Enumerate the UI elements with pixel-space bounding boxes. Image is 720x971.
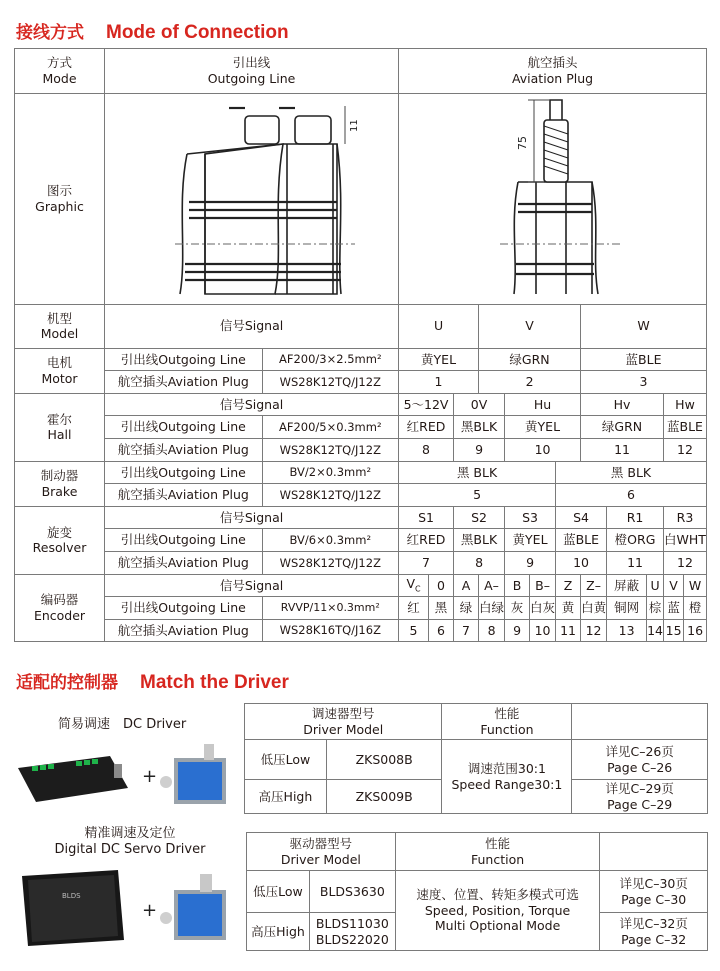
table-cell: RVVP/11×0.3mm²: [262, 597, 398, 620]
outgoing-header: 引出线 Outgoing Line: [105, 49, 399, 94]
table-cell: 0V: [454, 393, 505, 416]
table-cell: 白WHT: [663, 529, 706, 552]
dc-row-page[interactable]: 详见C–29页 Page C–29: [572, 780, 708, 814]
table-cell: 11: [607, 551, 664, 574]
title-en: Mode of Connection: [106, 22, 289, 43]
table-cell: BV/2×0.3mm²: [262, 461, 398, 484]
servo-row-model: BLDS11030 BLDS22020: [309, 913, 395, 951]
table-cell: Hv: [581, 393, 664, 416]
dc-driver-table: [244, 703, 708, 814]
graphic-label: 图示 Graphic: [15, 94, 105, 305]
dc-model-header: 调速器型号 Driver Model: [245, 704, 442, 740]
hall-line-row: [15, 416, 707, 439]
table-cell: 黄YEL: [505, 529, 556, 552]
table-cell: S2: [454, 506, 505, 529]
table-cell: 引出线Outgoing Line: [105, 529, 263, 552]
table-cell: WS28K12TQ/J12Z: [262, 551, 398, 574]
table-cell: 11: [556, 619, 581, 642]
table-cell: 7: [454, 619, 479, 642]
resolver-line-row: [15, 529, 707, 552]
table-cell: 6: [556, 484, 707, 507]
encoder-signal-row: [15, 574, 707, 597]
encoder-label: 编码器 Encoder: [15, 574, 105, 642]
motor-plug-label: 航空插头Aviation Plug: [105, 371, 263, 394]
servo-model-header: 驱动器型号 Driver Model: [247, 833, 396, 871]
table-cell: 引出线Outgoing Line: [105, 597, 263, 620]
dc-caption: 简易调速 DC Driver: [58, 717, 187, 732]
section-title-driver: [16, 668, 289, 694]
table-cell: 航空插头Aviation Plug: [105, 439, 263, 462]
table-cell: 5～12V: [399, 393, 454, 416]
table-cell: 橙: [684, 597, 707, 620]
table-cell: 9: [505, 551, 556, 574]
servo-row-page[interactable]: 详见C–30页 Page C–30: [600, 871, 708, 913]
resolver-plug-row: [15, 551, 707, 574]
table-cell: A–: [479, 574, 505, 597]
table-cell: 白绿: [479, 597, 505, 620]
table-cell: Z: [556, 574, 581, 597]
dc-row-model: ZKS009B: [326, 780, 442, 814]
table-cell: 引出线Outgoing Line: [105, 461, 263, 484]
motor-line-w: 蓝BLE: [581, 348, 707, 371]
table-cell: 10: [530, 619, 556, 642]
model-row: [15, 304, 707, 348]
table-cell: 15: [663, 619, 683, 642]
encoder-plug-row: [15, 619, 707, 642]
mode-header: 方式 Mode: [15, 49, 105, 94]
col-u: U: [399, 304, 479, 348]
motor-plug-w: 3: [581, 371, 707, 394]
plug-graphic: [399, 94, 707, 305]
hall-plug-row: [15, 439, 707, 462]
header-row: [15, 49, 707, 94]
table-cell: W: [684, 574, 707, 597]
motor-plug-row: [15, 371, 707, 394]
table-cell: $V_C$: [399, 574, 429, 597]
servo-row-model: BLDS3630: [309, 871, 395, 913]
motor-label: 电机 Motor: [15, 348, 105, 393]
table-cell: 信号Signal: [105, 574, 399, 597]
table-cell: 蓝BLE: [556, 529, 607, 552]
table-cell: 棕: [647, 597, 664, 620]
table-cell: 铜网: [607, 597, 647, 620]
table-cell: 13: [607, 619, 647, 642]
svg-text:11: 11: [349, 119, 361, 132]
graphic-row: [15, 94, 707, 305]
table-cell: 7: [399, 551, 454, 574]
connection-table: [14, 48, 707, 642]
table-cell: 航空插头Aviation Plug: [105, 619, 263, 642]
outgoing-graphic: [105, 94, 399, 305]
hall-signal-row: [15, 393, 707, 416]
motor-line-row: [15, 348, 707, 371]
table-cell: R1: [607, 506, 664, 529]
table-cell: 6: [429, 619, 454, 642]
table-cell: A: [454, 574, 479, 597]
dc-row-page[interactable]: 详见C–26页 Page C–26: [572, 740, 708, 780]
dc-page-header: [572, 704, 708, 740]
title-en: Match the Driver: [140, 672, 289, 693]
motor-plug-v: 2: [479, 371, 581, 394]
table-cell: V: [663, 574, 683, 597]
hall-label: 霍尔 Hall: [15, 393, 105, 461]
col-w: W: [581, 304, 707, 348]
table-cell: B: [505, 574, 530, 597]
servo-row-volt: 低压Low: [247, 871, 310, 913]
dc-row-volt: 低压Low: [245, 740, 327, 780]
encoder-line-row: [15, 597, 707, 620]
table-cell: 8: [479, 619, 505, 642]
table-cell: 10: [505, 439, 581, 462]
table-cell: 8: [454, 551, 505, 574]
resolver-signal-row: [15, 506, 707, 529]
servo-driver-table: [246, 832, 708, 951]
table-cell: 5: [399, 484, 556, 507]
table-cell: 黄: [556, 597, 581, 620]
hall-signal: 信号Signal: [105, 393, 399, 416]
table-cell: 红RED: [399, 529, 454, 552]
dc-driver-product-icon: [14, 738, 244, 810]
table-cell: 蓝: [663, 597, 683, 620]
motor-plug-spec: WS28K12TQ/J12Z: [262, 371, 398, 394]
servo-function: 速度、位置、转矩多模式可选 Speed, Position, Torque Multi Optional Mode: [395, 871, 600, 951]
table-cell: 绿: [454, 597, 479, 620]
title-cn: 接线方式: [16, 23, 84, 43]
brake-label: 制动器 Brake: [15, 461, 105, 506]
motor-outgoing-drawing-icon: [105, 94, 398, 300]
svg-text:75: 75: [516, 136, 530, 150]
table-cell: 14: [647, 619, 664, 642]
table-cell: 红: [399, 597, 429, 620]
section-title-connection: [16, 18, 289, 44]
brake-line-row: [15, 461, 707, 484]
servo-driver-product-icon: [14, 866, 244, 950]
title-cn: 适配的控制器: [16, 673, 118, 693]
svg-text:+: +: [142, 900, 158, 921]
table-cell: 信号Signal: [105, 506, 399, 529]
table-cell: 16: [684, 619, 707, 642]
dc-function: 调速范围30:1 Speed Range30:1: [442, 740, 572, 814]
table-cell: R3: [663, 506, 706, 529]
table-cell: 12: [663, 439, 706, 462]
table-cell: 航空插头Aviation Plug: [105, 551, 263, 574]
model-label: 机型 Model: [15, 304, 105, 348]
dc-func-header: 性能 Function: [442, 704, 572, 740]
table-cell: 10: [556, 551, 607, 574]
resolver-label: 旋变 Resolver: [15, 506, 105, 574]
motor-line-spec: AF200/3×2.5mm²: [262, 348, 398, 371]
svg-text:+: +: [142, 766, 158, 787]
table-cell: S1: [399, 506, 454, 529]
table-cell: 灰: [505, 597, 530, 620]
table-cell: 黑: [429, 597, 454, 620]
servo-caption: 精准调速及定位 Digital DC Servo Driver: [54, 826, 206, 858]
table-cell: 8: [399, 439, 454, 462]
servo-row-page[interactable]: 详见C–32页 Page C–32: [600, 913, 708, 951]
table-cell: 黑 BLK: [556, 461, 707, 484]
table-cell: 12: [663, 551, 706, 574]
dc-row-volt: 高压High: [245, 780, 327, 814]
table-cell: 黑BLK: [454, 416, 505, 439]
table-cell: 0: [429, 574, 454, 597]
table-cell: AF200/5×0.3mm²: [262, 416, 398, 439]
table-cell: 9: [454, 439, 505, 462]
motor-line-v: 绿GRN: [479, 348, 581, 371]
table-cell: BV/6×0.3mm²: [262, 529, 398, 552]
table-cell: 航空插头Aviation Plug: [105, 484, 263, 507]
brake-plug-row: [15, 484, 707, 507]
table-cell: Z–: [581, 574, 607, 597]
motor-line-u: 黄YEL: [399, 348, 479, 371]
motor-plug-drawing-icon: [400, 94, 705, 300]
table-cell: 黄YEL: [505, 416, 581, 439]
table-cell: 5: [399, 619, 429, 642]
servo-func-header: 性能 Function: [395, 833, 600, 871]
svg-text:BLDS: BLDS: [62, 892, 81, 900]
servo-row-volt: 高压High: [247, 913, 310, 951]
table-cell: 白灰: [530, 597, 556, 620]
motor-line-label: 引出线Outgoing Line: [105, 348, 263, 371]
table-cell: 黑BLK: [454, 529, 505, 552]
table-cell: 黑 BLK: [399, 461, 556, 484]
table-cell: WS28K16TQ/J16Z: [262, 619, 398, 642]
plug-header: 航空插头 Aviation Plug: [399, 49, 707, 94]
model-signal: 信号Signal: [105, 304, 399, 348]
table-cell: 橙ORG: [607, 529, 664, 552]
table-cell: 绿GRN: [581, 416, 664, 439]
motor-plug-u: 1: [399, 371, 479, 394]
table-cell: 白黄: [581, 597, 607, 620]
table-cell: S4: [556, 506, 607, 529]
table-cell: B–: [530, 574, 556, 597]
table-cell: S3: [505, 506, 556, 529]
table-cell: 红RED: [399, 416, 454, 439]
table-cell: 11: [581, 439, 664, 462]
table-cell: WS28K12TQ/J12Z: [262, 439, 398, 462]
table-cell: 9: [505, 619, 530, 642]
table-cell: Hu: [505, 393, 581, 416]
table-cell: U: [647, 574, 664, 597]
dc-row-model: ZKS008B: [326, 740, 442, 780]
table-cell: 蓝BLE: [663, 416, 706, 439]
table-cell: 12: [581, 619, 607, 642]
table-cell: 屏蔽: [607, 574, 647, 597]
table-cell: WS28K12TQ/J12Z: [262, 484, 398, 507]
servo-page-header: [600, 833, 708, 871]
col-v: V: [479, 304, 581, 348]
table-cell: 引出线Outgoing Line: [105, 416, 263, 439]
table-cell: Hw: [663, 393, 706, 416]
